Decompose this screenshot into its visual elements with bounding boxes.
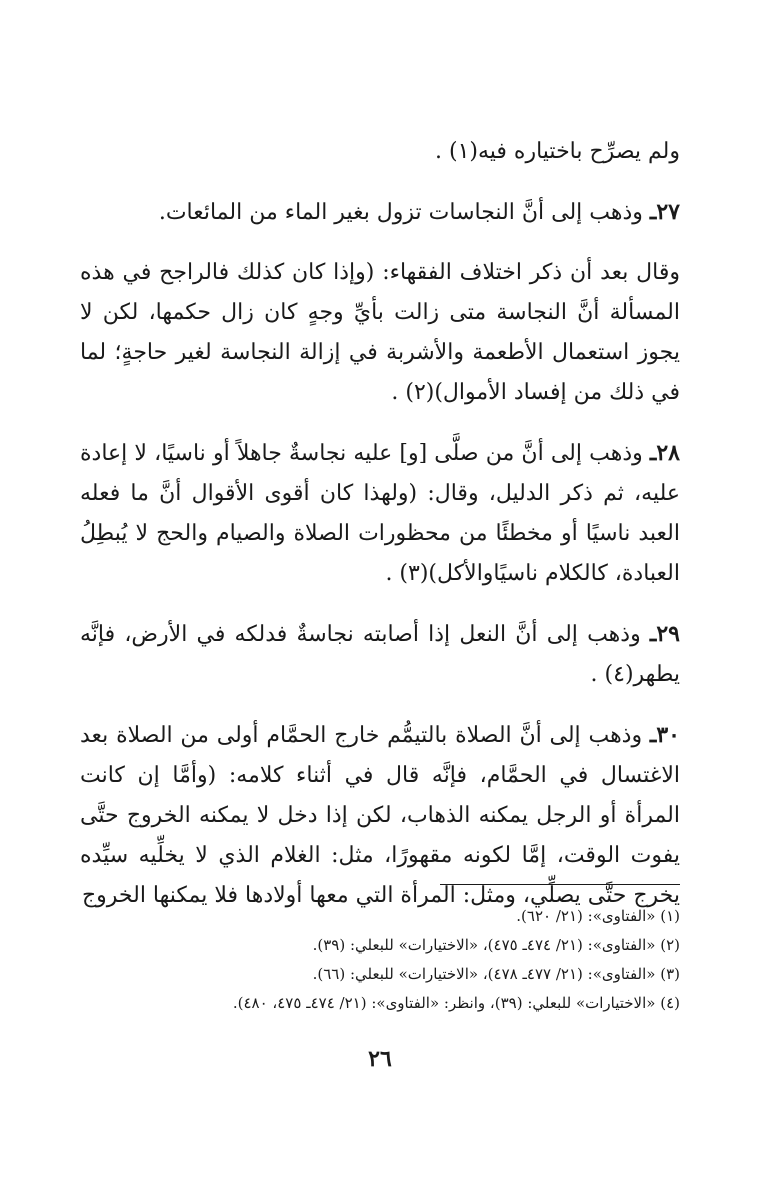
paragraph-text: ولم يصرِّح باختياره فيه(١) . — [435, 139, 680, 164]
paragraph-28 — [80, 433, 680, 594]
paragraph-27 — [80, 192, 680, 233]
footnote-3: (٣) «الفتاوى»: (٢١/ ٤٧٧ـ ٤٧٨)، «الاختيارات» للبعلي: (٦٦). — [312, 965, 680, 983]
paragraph-text: وذهب إلى أنَّ النجاسات تزول بغير الماء من المائعات. — [158, 200, 650, 225]
footnotes — [80, 902, 680, 1018]
footnote-divider — [440, 884, 680, 885]
item-number: ٢٨ـ — [649, 440, 680, 466]
paragraph-29 — [80, 614, 680, 695]
paragraph-quote — [80, 253, 680, 413]
paragraph-text: وذهب إلى أنَّ الصلاة بالتيمُّم خارج الحمَّام أولى من الصلاة بعد الاغتسال في الحمَّام، فإنَّه قال في أثناء كلامه: (وأمَّا إن كانت المرأة أو الرجل يمكنه الذهاب، لكن إذا دخل لا يمكنه الخروج حتَّى يفوت الوقت، إمَّا لكونه مقهورًا، مثل: الغلام الذي لا يخلِّيه سيِّده يخرج حتَّى يصلِّي، ومثل: المرأة التي معها أولادها فلا يمكنها الخروج — [80, 723, 680, 908]
paragraph-text: وذهب إلى أنَّ من صلَّى [و] عليه نجاسةٌ جاهلاً أو ناسيًا، لا إعادة عليه، ثم ذكر الدليل، وقال: (ولهذا كان أقوى الأقوال أنَّ ما فعله العبد ناسيًا أو مخطئًا من محظورات الصلاة والصيام والحج لا يُبطِلُ العبادة، كالكلام ناسيًاوالأكل)(٣) . — [80, 441, 680, 586]
footnote-4: (٤) «الاختيارات» للبعلي: (٣٩)، وانظر: «الفتاوى»: (٢١/ ٤٧٤ـ ٤٧٥، ٤٨٠). — [232, 994, 680, 1012]
paragraph-30 — [80, 715, 680, 916]
item-number: ٢٩ـ — [649, 621, 680, 647]
item-number: ٣٠ـ — [649, 722, 680, 748]
item-number: ٢٧ـ — [649, 199, 680, 225]
main-text — [80, 132, 680, 936]
page-number: ٢٦ — [368, 1046, 392, 1072]
footnote-2: (٢) «الفتاوى»: (٢١/ ٤٧٤ـ ٤٧٥)، «الاختيارات» للبعلي: (٣٩). — [312, 936, 680, 954]
paragraph-intro — [80, 132, 680, 172]
footnote-1: (١) «الفتاوى»: (٢١/ ٦٢٠). — [516, 907, 680, 925]
paragraph-text: وقال بعد أن ذكر اختلاف الفقهاء: (وإذا كان كذلك فالراجح في هذه المسألة أنَّ النجاسة متى زالت بأيِّ وجهٍ كان زال حكمها، لكن لا يجوز استعمال الأطعمة والأشربة في إزالة النجاسة لغير حاجةٍ؛ لما في ذلك من إفساد الأموال)(٢) . — [80, 260, 680, 405]
paragraph-text: وذهب إلى أنَّ النعل إذا أصابته نجاسةٌ فدلكه في الأرض، فإنَّه يطهر(٤) . — [80, 622, 680, 687]
